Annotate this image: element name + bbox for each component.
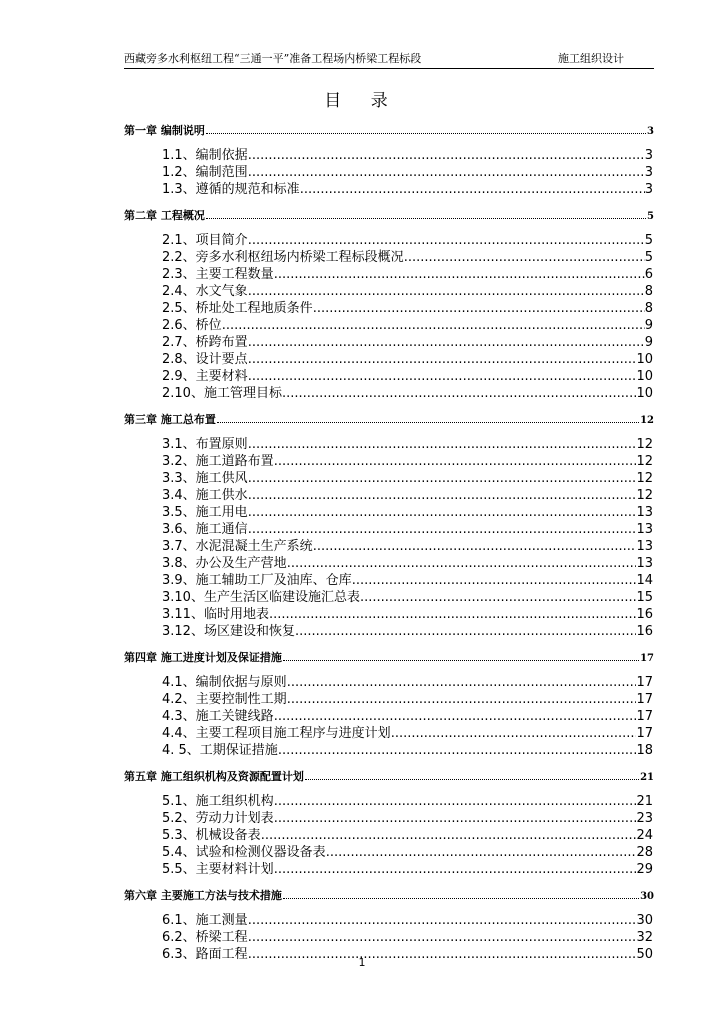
section-page: 8 — [644, 301, 653, 316]
dot-leader — [300, 182, 645, 197]
toc-section-entry[interactable] — [162, 450, 653, 467]
toc-section-entry[interactable] — [162, 569, 653, 586]
dot-leader — [248, 352, 637, 367]
dot-leader — [282, 386, 637, 401]
section-page: 17 — [636, 692, 653, 707]
section-label: 3.1、布置原则 — [162, 437, 248, 452]
chapter-page: 3 — [647, 126, 654, 137]
toc-section-entry[interactable] — [162, 824, 653, 841]
toc-chapter-entry[interactable] — [124, 887, 654, 904]
dot-leader — [274, 267, 645, 282]
chapter-label: 第六章 主要施工方法与技术措施 — [124, 889, 282, 902]
dot-leader — [248, 505, 637, 520]
section-label: 5.4、试验和检测仪器设备表 — [162, 845, 326, 860]
toc-section-entry[interactable] — [162, 178, 653, 195]
toc-section-entry[interactable] — [162, 535, 653, 552]
section-label: 2.2、旁多水利枢纽场内桥梁工程标段概况 — [162, 250, 404, 265]
toc-chapter-entry[interactable] — [124, 122, 654, 139]
dot-leader — [287, 692, 637, 707]
chapter-label: 第一章 编制说明 — [124, 124, 205, 137]
section-label: 4.3、施工关键线路 — [162, 709, 274, 724]
section-label: 6.2、桥梁工程 — [162, 930, 248, 945]
section-page: 50 — [636, 947, 653, 962]
section-page: 10 — [636, 386, 653, 401]
toc-section-entry[interactable] — [162, 603, 653, 620]
chapter-page: 17 — [640, 653, 654, 664]
dot-leader — [217, 413, 639, 423]
toc-section-entry[interactable] — [162, 722, 653, 739]
dot-leader — [278, 743, 637, 758]
toc-section-entry[interactable] — [162, 246, 653, 263]
dot-leader — [305, 770, 639, 780]
section-label: 3.4、施工供水 — [162, 488, 248, 503]
chapter-page: 21 — [640, 772, 654, 783]
toc-section-entry[interactable] — [162, 620, 653, 637]
running-header — [124, 52, 654, 69]
toc-section-entry[interactable] — [162, 552, 653, 569]
section-page: 12 — [636, 437, 653, 452]
section-page: 16 — [636, 624, 653, 639]
dot-leader — [248, 913, 637, 928]
chapter-page: 30 — [640, 891, 654, 902]
toc-chapter-entry[interactable] — [124, 768, 654, 785]
toc-chapter-entry[interactable] — [124, 207, 654, 224]
toc-section-entry[interactable] — [162, 348, 653, 365]
chapter-label: 第四章 施工进度计划及保证措施 — [124, 651, 282, 664]
section-label: 2.7、桥跨布置 — [162, 335, 248, 350]
section-label: 5.5、主要材料计划 — [162, 862, 274, 877]
section-page: 21 — [636, 794, 653, 809]
toc-section-entry[interactable] — [162, 841, 653, 858]
section-page: 30 — [636, 913, 653, 928]
section-label: 3.5、施工用电 — [162, 505, 248, 520]
chapter-page: 5 — [647, 211, 654, 222]
section-page: 28 — [636, 845, 653, 860]
toc-title: 目 录 — [324, 91, 400, 111]
dot-leader — [283, 889, 639, 899]
section-label: 1.2、编制范围 — [162, 165, 248, 180]
toc-section-entry[interactable] — [162, 807, 653, 824]
dot-leader — [283, 651, 639, 661]
dot-leader — [248, 471, 637, 486]
section-page: 12 — [636, 488, 653, 503]
toc-section-entry[interactable] — [162, 382, 653, 399]
toc-section-entry[interactable] — [162, 688, 653, 705]
dot-leader — [274, 794, 637, 809]
dot-leader — [206, 209, 646, 219]
toc-section-entry[interactable] — [162, 467, 653, 484]
toc-section-entry[interactable] — [162, 484, 653, 501]
section-label: 6.3、路面工程 — [162, 947, 248, 962]
section-page: 9 — [644, 335, 653, 350]
chapter-label: 第二章 工程概况 — [124, 209, 205, 222]
dot-leader — [352, 573, 637, 588]
page-number: 1 — [358, 956, 366, 969]
dot-leader — [295, 624, 637, 639]
section-page: 3 — [644, 182, 653, 197]
dot-leader — [248, 930, 637, 945]
toc-section-entry[interactable] — [162, 926, 653, 943]
section-label: 5.3、机械设备表 — [162, 828, 261, 843]
toc-section-entry[interactable] — [162, 144, 653, 161]
section-label: 4. 5、工期保证措施 — [162, 743, 278, 758]
section-label: 2.4、水文气象 — [162, 284, 248, 299]
section-label: 2.5、桥址处工程地质条件 — [162, 301, 313, 316]
section-page: 3 — [644, 148, 653, 163]
section-page: 13 — [636, 522, 653, 537]
toc-section-entry[interactable] — [162, 790, 653, 807]
section-page: 10 — [636, 352, 653, 367]
section-page: 9 — [644, 318, 653, 333]
section-page: 24 — [636, 828, 653, 843]
toc-section-entry[interactable] — [162, 161, 653, 178]
section-label: 2.6、桥位 — [162, 318, 222, 333]
toc-chapter-entry[interactable] — [124, 411, 654, 428]
toc-section-entry[interactable] — [162, 280, 653, 297]
section-page: 13 — [636, 505, 653, 520]
section-page: 5 — [644, 233, 653, 248]
dot-leader — [248, 437, 637, 452]
dot-leader — [248, 369, 637, 384]
section-page: 5 — [644, 250, 653, 265]
section-label: 4.4、主要工程项目施工程序与进度计划 — [162, 726, 391, 741]
section-label: 3.10、生产生活区临建设施汇总表 — [162, 590, 360, 605]
header-doc-type: 施工组织设计 — [558, 52, 624, 65]
dot-leader — [248, 488, 637, 503]
section-label: 3.6、施工通信 — [162, 522, 248, 537]
section-label: 4.2、主要控制性工期 — [162, 692, 287, 707]
section-label: 2.1、项目简介 — [162, 233, 248, 248]
section-label: 5.1、施工组织机构 — [162, 794, 274, 809]
section-page: 12 — [636, 471, 653, 486]
dot-leader — [274, 454, 637, 469]
section-page: 17 — [636, 675, 653, 690]
section-label: 1.3、遵循的规范和标准 — [162, 182, 300, 197]
section-page: 17 — [636, 726, 653, 741]
dot-leader — [287, 675, 637, 690]
dot-leader — [269, 607, 637, 622]
toc-section-entry[interactable] — [162, 365, 653, 382]
section-page: 13 — [636, 556, 653, 571]
section-page: 32 — [636, 930, 653, 945]
dot-leader — [222, 318, 645, 333]
dot-leader — [274, 811, 637, 826]
toc-section-entry[interactable] — [162, 331, 653, 348]
chapter-label: 第三章 施工总布置 — [124, 413, 216, 426]
chapter-label: 第五章 施工组织机构及资源配置计划 — [124, 770, 304, 783]
section-page: 3 — [644, 165, 653, 180]
dot-leader — [360, 590, 637, 605]
section-label: 6.1、施工测量 — [162, 913, 248, 928]
toc-section-entry[interactable] — [162, 586, 653, 603]
toc-section-entry[interactable] — [162, 909, 653, 926]
section-label: 3.3、施工供风 — [162, 471, 248, 486]
section-page: 14 — [636, 573, 653, 588]
toc-section-entry[interactable] — [162, 671, 653, 688]
section-label: 1.1、编制依据 — [162, 148, 248, 163]
dot-leader — [313, 539, 637, 554]
section-label: 3.7、水泥混凝土生产系统 — [162, 539, 313, 554]
section-page: 10 — [636, 369, 653, 384]
toc-section-entry[interactable] — [162, 858, 653, 875]
dot-leader — [391, 726, 637, 741]
section-label: 3.2、施工道路布置 — [162, 454, 274, 469]
dot-leader — [248, 148, 645, 163]
dot-leader — [206, 124, 646, 134]
section-page: 12 — [636, 454, 653, 469]
toc-chapter-entry[interactable] — [124, 649, 654, 666]
section-page: 6 — [644, 267, 653, 282]
section-label: 5.2、劳动力计划表 — [162, 811, 274, 826]
header-project-title: 西藏旁多水利枢纽工程“三通一平”准备工程场内桥梁工程标段 — [124, 52, 422, 65]
toc-section-entry[interactable] — [162, 518, 653, 535]
toc-section-entry[interactable] — [162, 314, 653, 331]
section-page: 29 — [636, 862, 653, 877]
section-label: 2.9、主要材料 — [162, 369, 248, 384]
toc-section-entry[interactable] — [162, 739, 653, 756]
section-label: 2.3、主要工程数量 — [162, 267, 274, 282]
section-page: 13 — [636, 539, 653, 554]
section-page: 17 — [636, 709, 653, 724]
toc-section-entry[interactable] — [162, 229, 653, 246]
toc-section-entry[interactable] — [162, 705, 653, 722]
section-label: 2.8、设计要点 — [162, 352, 248, 367]
section-page: 18 — [636, 743, 653, 758]
section-label: 3.8、办公及生产营地 — [162, 556, 287, 571]
dot-leader — [248, 165, 645, 180]
dot-leader — [404, 250, 645, 265]
section-page: 23 — [636, 811, 653, 826]
chapter-page: 12 — [640, 415, 654, 426]
toc-section-entry[interactable] — [162, 263, 653, 280]
section-label: 3.11、临时用地表 — [162, 607, 269, 622]
section-label: 3.9、施工辅助工厂及油库、仓库 — [162, 573, 352, 588]
toc-section-entry[interactable] — [162, 433, 653, 450]
section-page: 8 — [644, 284, 653, 299]
table-of-contents — [124, 122, 654, 972]
section-label: 4.1、编制依据与原则 — [162, 675, 287, 690]
dot-leader — [326, 845, 637, 860]
toc-section-entry[interactable] — [162, 501, 653, 518]
section-label: 3.12、场区建设和恢复 — [162, 624, 295, 639]
section-page: 16 — [636, 607, 653, 622]
toc-section-entry[interactable] — [162, 297, 653, 314]
dot-leader — [313, 301, 645, 316]
dot-leader — [248, 335, 645, 350]
dot-leader — [274, 862, 637, 877]
section-label: 2.10、施工管理目标 — [162, 386, 282, 401]
section-page: 15 — [636, 590, 653, 605]
